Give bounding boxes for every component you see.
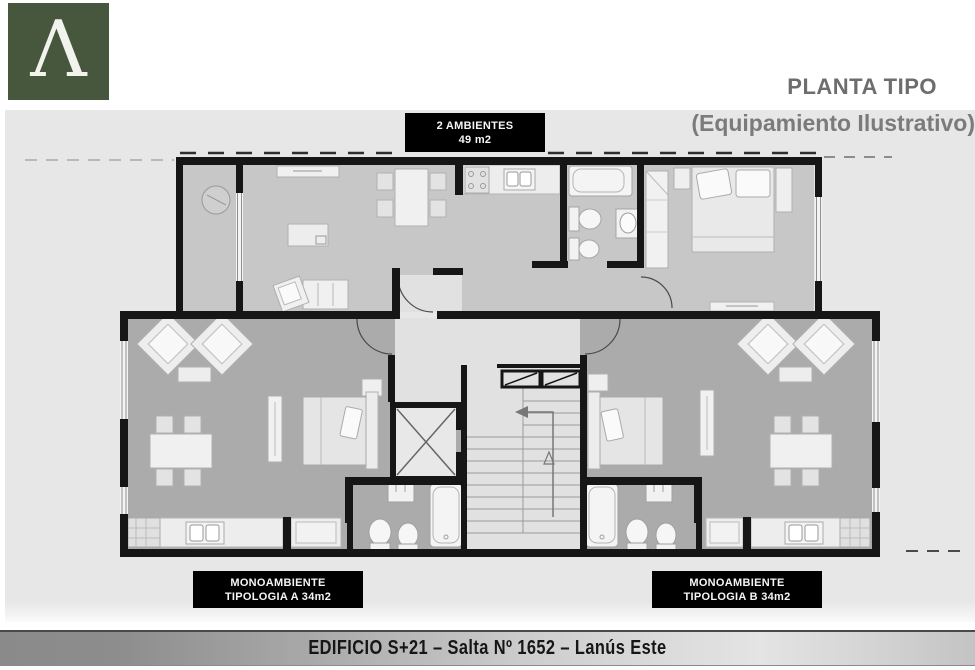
kitchen-b <box>706 518 870 547</box>
coffee-table <box>288 224 328 246</box>
cabinet-a <box>268 396 282 462</box>
balcony-table <box>202 186 230 214</box>
wardrobe-upper <box>646 171 668 268</box>
kitchen-upper <box>463 165 560 194</box>
tv-console <box>277 166 339 177</box>
label-line: TIPOLOGIA A 34m2 <box>224 590 332 603</box>
stair-louver-doors <box>497 364 585 387</box>
window <box>120 487 128 514</box>
window <box>872 488 880 512</box>
page-title: PLANTA TIPO <box>787 74 937 99</box>
label-line: 2 AMBIENTES <box>436 119 514 132</box>
label-line: TIPOLOGIA B 34m2 <box>683 590 791 603</box>
bed-upper <box>674 167 792 252</box>
lambda-logo-icon: Λ <box>30 4 87 95</box>
window <box>815 197 822 281</box>
label-2-ambientes <box>405 113 545 152</box>
label-line: 49 m2 <box>458 133 492 146</box>
window <box>120 341 128 419</box>
sofa <box>273 276 348 312</box>
label-monoambiente-a <box>193 571 363 608</box>
kitchen-a <box>128 518 341 547</box>
label-line: MONOAMBIENTE <box>230 576 326 589</box>
bedroom-rug <box>710 302 774 311</box>
building-address: EDIFICIO S+21 – Salta Nº 1652 – Lanús Este <box>308 637 667 659</box>
window <box>236 193 243 281</box>
window <box>872 341 880 422</box>
cabinet-b <box>700 390 714 456</box>
label-monoambiente-b <box>652 571 822 608</box>
side-table <box>178 367 211 382</box>
label-line: MONOAMBIENTE <box>689 576 785 589</box>
page-subtitle: (Equipamiento Ilustrativo) <box>691 110 975 136</box>
side-table <box>779 367 812 382</box>
footer-address-bar <box>0 630 975 666</box>
